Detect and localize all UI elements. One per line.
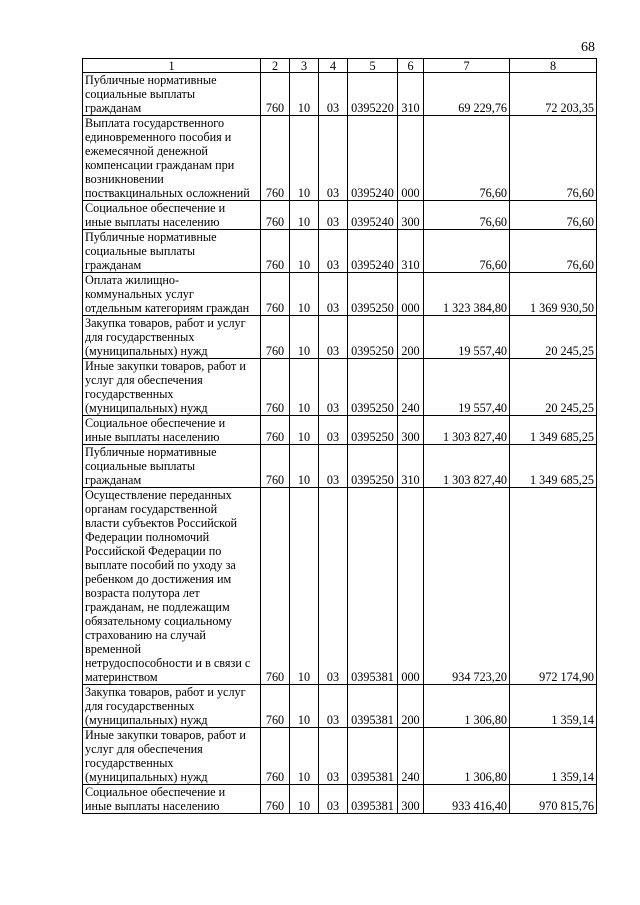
amount-year2-cell: 72 203,35 [510, 73, 597, 116]
header-cell: 4 [319, 59, 348, 73]
subsection-code-cell: 03 [319, 488, 348, 685]
amount-year1-cell: 1 303 827,40 [424, 416, 510, 445]
row-name-line: отдельным категориям граждан [85, 301, 250, 315]
amount-year2-cell: 1 359,14 [510, 685, 597, 728]
section-code-cell: 10 [290, 359, 319, 416]
row-name-line: услуг для обеспечения [85, 373, 203, 387]
row-name-line: возникновении [85, 172, 164, 186]
expense-type-cell: 200 [398, 685, 424, 728]
ministry-code-cell: 760 [261, 359, 290, 416]
row-name-cell [83, 785, 261, 814]
section-code-cell: 10 [290, 316, 319, 359]
row-name-line: Федерации полномочий [85, 530, 210, 544]
row-name-cell [83, 728, 261, 785]
row-name-cell [83, 73, 261, 116]
target-article-cell: 0395250 [348, 416, 398, 445]
header-cell: 3 [290, 59, 319, 73]
expense-type-cell: 310 [398, 73, 424, 116]
row-name-line: гражданам [85, 101, 142, 115]
target-article-cell: 0395240 [348, 201, 398, 230]
row-name-line: единовременного пособия и [85, 130, 232, 144]
amount-year2-cell: 1 359,14 [510, 728, 597, 785]
amount-year1-cell: 1 306,80 [424, 728, 510, 785]
subsection-code-cell: 03 [319, 416, 348, 445]
table-row [83, 728, 597, 785]
row-name-line: гражданам, не подлежащим [85, 600, 230, 614]
amount-year1-cell: 19 557,40 [424, 316, 510, 359]
amount-year1-cell: 69 229,76 [424, 73, 510, 116]
expense-type-cell: 240 [398, 728, 424, 785]
ministry-code-cell: 760 [261, 416, 290, 445]
row-name-line: Публичные нормативные [85, 445, 217, 459]
expense-type-cell: 310 [398, 445, 424, 488]
amount-year2-cell: 76,60 [510, 230, 597, 273]
row-name-line: для государственных [85, 330, 195, 344]
row-name-line: социальные выплаты [85, 87, 196, 101]
row-name-line: материнством [85, 670, 158, 684]
target-article-cell: 0395381 [348, 728, 398, 785]
ministry-code-cell: 760 [261, 488, 290, 685]
row-name-cell [83, 488, 261, 685]
row-name-line: Выплата государственного [85, 116, 225, 130]
row-name-line: Иные закупки товаров, работ и [85, 359, 246, 373]
section-code-cell: 10 [290, 685, 319, 728]
row-name-line: обязательному социальному [85, 614, 233, 628]
row-name-line: (муниципальных) нужд [85, 770, 208, 784]
table-row [83, 445, 597, 488]
subsection-code-cell: 03 [319, 273, 348, 316]
amount-year2-cell: 76,60 [510, 201, 597, 230]
row-name-line: коммунальных услуг [85, 287, 194, 301]
row-name-line: услуг для обеспечения [85, 742, 203, 756]
row-name-line: ребенком до достижения им [85, 572, 232, 586]
row-name-cell [83, 230, 261, 273]
ministry-code-cell: 760 [261, 316, 290, 359]
amount-year1-cell: 934 723,20 [424, 488, 510, 685]
amount-year1-cell: 1 323 384,80 [424, 273, 510, 316]
amount-year1-cell: 1 306,80 [424, 685, 510, 728]
row-name-line: Закупка товаров, работ и услуг [85, 685, 246, 699]
subsection-code-cell: 03 [319, 728, 348, 785]
amount-year1-cell: 1 303 827,40 [424, 445, 510, 488]
table-row [83, 359, 597, 416]
row-name-line: иные выплаты населению [85, 215, 220, 229]
row-name-line: (муниципальных) нужд [85, 713, 208, 727]
ministry-code-cell: 760 [261, 116, 290, 201]
header-cell: 2 [261, 59, 290, 73]
target-article-cell: 0395381 [348, 685, 398, 728]
ministry-code-cell: 760 [261, 273, 290, 316]
row-name-line: для государственных [85, 699, 195, 713]
amount-year2-cell: 1 349 685,25 [510, 416, 597, 445]
row-name-line: страхованию на случай [85, 628, 206, 642]
expense-type-cell: 000 [398, 488, 424, 685]
row-name-cell [83, 273, 261, 316]
subsection-code-cell: 03 [319, 359, 348, 416]
amount-year2-cell: 972 174,90 [510, 488, 597, 685]
header-cell: 5 [348, 59, 398, 73]
row-name-line: социальные выплаты [85, 244, 196, 258]
amount-year1-cell: 933 416,40 [424, 785, 510, 814]
header-cell: 6 [398, 59, 424, 73]
row-name-line: компенсации гражданам при [85, 158, 235, 172]
section-code-cell: 10 [290, 785, 319, 814]
section-code-cell: 10 [290, 445, 319, 488]
target-article-cell: 0395240 [348, 116, 398, 201]
row-name-line: Социальное обеспечение и [85, 416, 226, 430]
row-name-line: Иные закупки товаров, работ и [85, 728, 246, 742]
row-name-cell [83, 359, 261, 416]
row-name-cell [83, 416, 261, 445]
row-name-line: Социальное обеспечение и [85, 201, 226, 215]
row-name-line: власти субъектов Российской [85, 516, 238, 530]
row-name-line: выплате пособий по уходу за [85, 558, 236, 572]
row-name-line: Публичные нормативные [85, 73, 217, 87]
ministry-code-cell: 760 [261, 445, 290, 488]
target-article-cell: 0395250 [348, 316, 398, 359]
row-name-line: государственных [85, 387, 174, 401]
section-code-cell: 10 [290, 488, 319, 685]
row-name-line: (муниципальных) нужд [85, 401, 208, 415]
ministry-code-cell: 760 [261, 230, 290, 273]
amount-year2-cell: 970 815,76 [510, 785, 597, 814]
section-code-cell: 10 [290, 201, 319, 230]
section-code-cell: 10 [290, 416, 319, 445]
expense-type-cell: 000 [398, 116, 424, 201]
table-row [83, 685, 597, 728]
ministry-code-cell: 760 [261, 201, 290, 230]
amount-year1-cell: 76,60 [424, 116, 510, 201]
ministry-code-cell: 760 [261, 685, 290, 728]
expense-type-cell: 310 [398, 230, 424, 273]
section-code-cell: 10 [290, 728, 319, 785]
expense-type-cell: 200 [398, 316, 424, 359]
subsection-code-cell: 03 [319, 116, 348, 201]
section-code-cell: 10 [290, 73, 319, 116]
target-article-cell: 0395250 [348, 445, 398, 488]
table-row [83, 416, 597, 445]
table-row [83, 73, 597, 116]
target-article-cell: 0395381 [348, 785, 398, 814]
table-row [83, 316, 597, 359]
amount-year1-cell: 19 557,40 [424, 359, 510, 416]
ministry-code-cell: 760 [261, 785, 290, 814]
subsection-code-cell: 03 [319, 73, 348, 116]
row-name-line: поствакцинальных осложнений [85, 186, 250, 200]
row-name-line: иные выплаты населению [85, 799, 220, 813]
row-name-cell [83, 116, 261, 201]
subsection-code-cell: 03 [319, 685, 348, 728]
row-name-cell [83, 201, 261, 230]
header-cell: 1 [83, 59, 261, 73]
table-row [83, 230, 597, 273]
row-name-line: органам государственной [85, 502, 218, 516]
table-body [83, 73, 597, 814]
row-name-line: Социальное обеспечение и [85, 785, 226, 799]
expense-type-cell: 000 [398, 273, 424, 316]
row-name-cell [83, 685, 261, 728]
amount-year1-cell: 76,60 [424, 201, 510, 230]
row-name-line: Оплата жилищно- [85, 273, 180, 287]
subsection-code-cell: 03 [319, 201, 348, 230]
target-article-cell: 0395220 [348, 73, 398, 116]
row-name-cell [83, 445, 261, 488]
section-code-cell: 10 [290, 230, 319, 273]
expense-type-cell: 300 [398, 785, 424, 814]
table-header-row [83, 59, 597, 73]
target-article-cell: 0395250 [348, 273, 398, 316]
page-number: 68 [581, 40, 595, 55]
header-cell: 8 [510, 59, 597, 73]
target-article-cell: 0395381 [348, 488, 398, 685]
row-name-line: Осуществление переданных [85, 488, 232, 502]
row-name-line: Российской Федерации по [85, 544, 222, 558]
section-code-cell: 10 [290, 116, 319, 201]
amount-year1-cell: 76,60 [424, 230, 510, 273]
row-name-line: социальные выплаты [85, 459, 196, 473]
target-article-cell: 0395240 [348, 230, 398, 273]
expense-type-cell: 300 [398, 416, 424, 445]
section-code-cell: 10 [290, 273, 319, 316]
target-article-cell: 0395250 [348, 359, 398, 416]
expense-type-cell: 300 [398, 201, 424, 230]
budget-table [82, 58, 597, 814]
amount-year2-cell: 1 349 685,25 [510, 445, 597, 488]
subsection-code-cell: 03 [319, 785, 348, 814]
row-name-line: Закупка товаров, работ и услуг [85, 316, 246, 330]
subsection-code-cell: 03 [319, 230, 348, 273]
table-row [83, 273, 597, 316]
subsection-code-cell: 03 [319, 445, 348, 488]
expense-type-cell: 240 [398, 359, 424, 416]
row-name-line: нетрудоспособности и в связи с [85, 656, 251, 670]
row-name-line: государственных [85, 756, 174, 770]
table-row [83, 116, 597, 201]
amount-year2-cell: 20 245,25 [510, 316, 597, 359]
row-name-line: Публичные нормативные [85, 230, 217, 244]
table-row [83, 785, 597, 814]
header-cell: 7 [424, 59, 510, 73]
ministry-code-cell: 760 [261, 728, 290, 785]
table-row [83, 201, 597, 230]
row-name-line: гражданам [85, 473, 142, 487]
subsection-code-cell: 03 [319, 316, 348, 359]
row-name-line: иные выплаты населению [85, 430, 220, 444]
amount-year2-cell: 76,60 [510, 116, 597, 201]
row-name-line: возраста полутора лет [85, 586, 200, 600]
row-name-cell [83, 316, 261, 359]
ministry-code-cell: 760 [261, 73, 290, 116]
row-name-line: (муниципальных) нужд [85, 344, 208, 358]
row-name-line: временной [85, 642, 142, 656]
table-row [83, 488, 597, 685]
amount-year2-cell: 20 245,25 [510, 359, 597, 416]
amount-year2-cell: 1 369 930,50 [510, 273, 597, 316]
row-name-line: ежемесячной денежной [85, 144, 208, 158]
row-name-line: гражданам [85, 258, 142, 272]
